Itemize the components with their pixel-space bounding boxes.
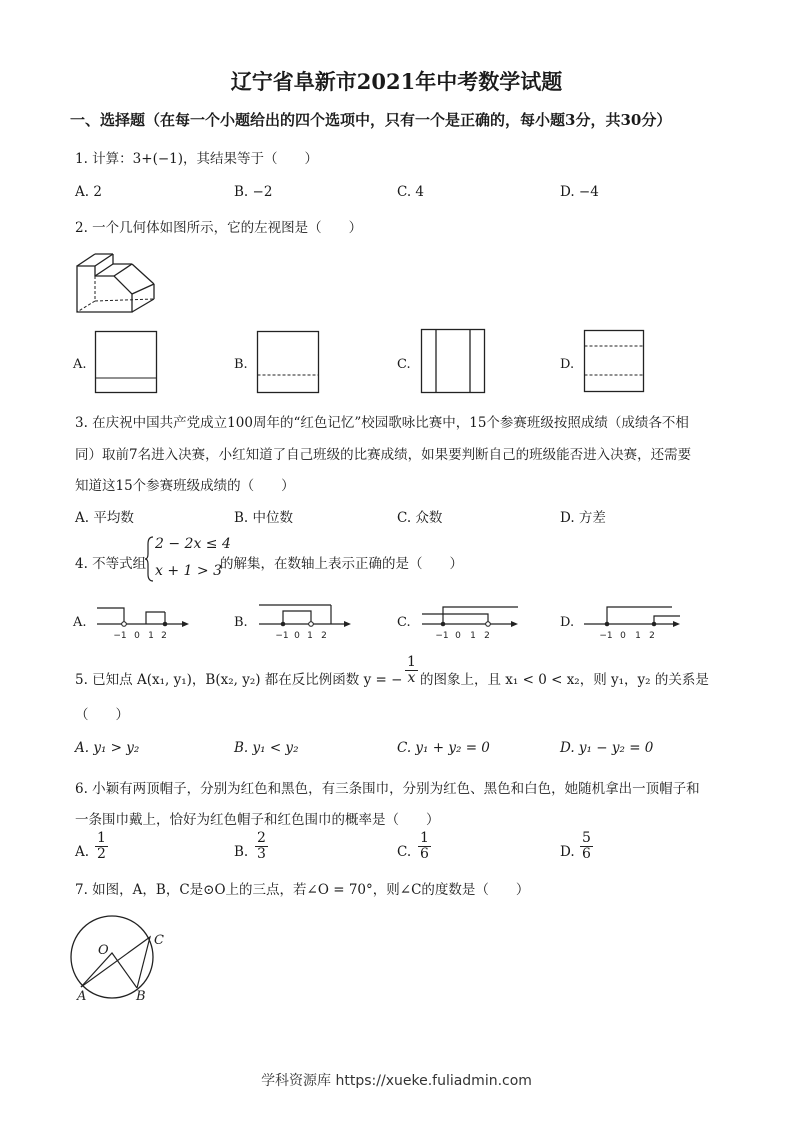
frac-den: 6 xyxy=(582,846,591,862)
q4-system-line-2: x + 1 > 3 xyxy=(155,563,222,579)
q3-option-c[interactable]: C. 众数 xyxy=(397,510,443,526)
q4-option-c-numberline[interactable] xyxy=(418,600,522,642)
q2-option-c-label[interactable]: C. xyxy=(397,357,411,372)
q1-option-a[interactable]: A. 2 xyxy=(75,184,102,200)
question-5-stem-a: 5. 已知点 A(x₁, y₁)，B(x₂, y₂) 都在反比例函数 y = − xyxy=(75,672,403,688)
question-6-line-2: 一条围巾戴上，恰好为红色帽子和红色围巾的概率是（ ） xyxy=(75,812,440,828)
q2-option-b-figure[interactable] xyxy=(257,331,319,393)
q4-option-a-numberline[interactable] xyxy=(93,600,193,642)
q5-fraction-numerator: 1 xyxy=(407,654,416,670)
q4-system-brace xyxy=(145,536,155,582)
q2-option-b-label[interactable]: B. xyxy=(234,357,248,372)
point-b-label: B xyxy=(136,989,146,1004)
tick-label: 1 xyxy=(148,631,154,641)
frac-den: 6 xyxy=(420,846,429,862)
question-3-line-3: 知道这15个参赛班级成绩的（ ） xyxy=(75,478,295,494)
question-3-line-2: 同）取前7名进入决赛，小红知道了自己班级的比赛成绩，如果要判断自己的班级能否进入决赛，还需要 xyxy=(75,447,692,463)
q4-option-d-label[interactable]: D. xyxy=(560,615,575,630)
q4-option-b-label[interactable]: B. xyxy=(234,615,248,630)
question-6-line-1: 6. 小颖有两顶帽子，分别为红色和黑色，有三条围巾，分别为红色、黑色和白色，她随机拿出一顶帽子和 xyxy=(75,781,700,797)
q7-circle-figure xyxy=(68,916,168,1006)
tick-label: 0 xyxy=(620,631,626,641)
tick-label: −1 xyxy=(599,631,613,641)
q4-option-c-label[interactable]: C. xyxy=(397,615,411,630)
q1-option-d[interactable]: D. −4 xyxy=(560,184,599,200)
q2-option-a-label[interactable]: A. xyxy=(73,357,87,372)
frac-num: 1 xyxy=(97,830,106,846)
tick-label: 1 xyxy=(307,631,313,641)
q5-option-b[interactable]: B. y₁ < y₂ xyxy=(234,740,299,756)
tick-label: 0 xyxy=(455,631,461,641)
q2-solid-figure xyxy=(75,246,157,316)
frac-num: 5 xyxy=(582,830,591,846)
q2-option-a-figure[interactable] xyxy=(95,331,157,393)
q6-option-a-fraction[interactable] xyxy=(95,831,108,862)
question-5-stem-c: （ ） xyxy=(75,707,129,723)
q6-option-d-fraction[interactable] xyxy=(580,831,593,862)
question-3-line-1: 3. 在庆祝中国共产党成立100周年的“红色记忆”校园歌咏比赛中，15个参赛班级按照成绩（成绩各不相 xyxy=(75,415,689,431)
q2-option-d-label[interactable]: D. xyxy=(560,357,575,372)
q6-option-a-label[interactable]: A. xyxy=(75,844,90,860)
q4-option-b-numberline[interactable] xyxy=(255,600,355,642)
footer-watermark[interactable]: 学科资源库 https://xueke.fuliadmin.com xyxy=(261,1073,532,1089)
q6-option-c-label[interactable]: C. xyxy=(397,844,412,860)
tick-label: 2 xyxy=(649,631,655,641)
tick-label: 0 xyxy=(294,631,300,641)
q3-option-a[interactable]: A. 平均数 xyxy=(75,510,134,526)
point-o-label: O xyxy=(98,943,109,958)
section-heading: 一、选择题（在每一个小题给出的四个选项中，只有一个是正确的，每小题3分，共30分） xyxy=(70,111,672,129)
question-1-stem: 1. 计算：3+(−1)，其结果等于（ ） xyxy=(75,151,319,167)
q2-option-d-figure[interactable] xyxy=(584,330,644,392)
q3-option-d[interactable]: D. 方差 xyxy=(560,510,606,526)
q5-option-a[interactable]: A. y₁ > y₂ xyxy=(75,740,140,756)
q2-option-c-figure[interactable] xyxy=(421,329,485,393)
tick-label: −1 xyxy=(113,631,127,641)
frac-num: 1 xyxy=(420,830,429,846)
tick-label: 1 xyxy=(470,631,476,641)
q5-option-d[interactable]: D. y₁ − y₂ = 0 xyxy=(560,740,654,756)
tick-label: 1 xyxy=(635,631,641,641)
page-title: 辽宁省阜新市2021年中考数学试题 xyxy=(230,69,563,94)
tick-label: 0 xyxy=(134,631,140,641)
q1-option-c[interactable]: C. 4 xyxy=(397,184,425,200)
question-4-prefix: 4. 不等式组 xyxy=(75,556,147,572)
point-a-label: A xyxy=(77,989,87,1004)
q6-option-c-fraction[interactable] xyxy=(418,831,431,862)
q4-system-line-1: 2 − 2x ≤ 4 xyxy=(155,536,231,552)
q6-option-b-fraction[interactable] xyxy=(255,831,268,862)
q4-option-a-label[interactable]: A. xyxy=(73,615,87,630)
q6-option-b-label[interactable]: B. xyxy=(234,844,249,860)
frac-den: 3 xyxy=(257,846,266,862)
frac-den: 2 xyxy=(97,846,106,862)
question-7-stem: 7. 如图，A，B，C是⊙O上的三点，若∠O = 70°，则∠C的度数是（ ） xyxy=(75,882,530,898)
q3-option-b[interactable]: B. 中位数 xyxy=(234,510,294,526)
q5-fraction-denominator: x xyxy=(407,670,416,686)
q5-fraction xyxy=(405,655,418,686)
q1-option-b[interactable]: B. −2 xyxy=(234,184,273,200)
frac-num: 2 xyxy=(257,830,266,846)
question-2-stem: 2. 一个几何体如图所示，它的左视图是（ ） xyxy=(75,220,363,236)
question-4-suffix: 的解集，在数轴上表示正确的是（ ） xyxy=(220,556,463,572)
q4-option-d-numberline[interactable] xyxy=(580,600,686,642)
tick-label: 2 xyxy=(484,631,490,641)
tick-label: −1 xyxy=(275,631,289,641)
tick-label: 2 xyxy=(321,631,327,641)
q5-option-c[interactable]: C. y₁ + y₂ = 0 xyxy=(397,740,490,756)
tick-label: 2 xyxy=(161,631,167,641)
tick-label: −1 xyxy=(435,631,449,641)
q6-option-d-label[interactable]: D. xyxy=(560,844,575,860)
point-c-label: C xyxy=(154,933,164,948)
question-5-stem-b: 的图象上，且 x₁ < 0 < x₂，则 y₁，y₂ 的关系是 xyxy=(420,672,709,688)
